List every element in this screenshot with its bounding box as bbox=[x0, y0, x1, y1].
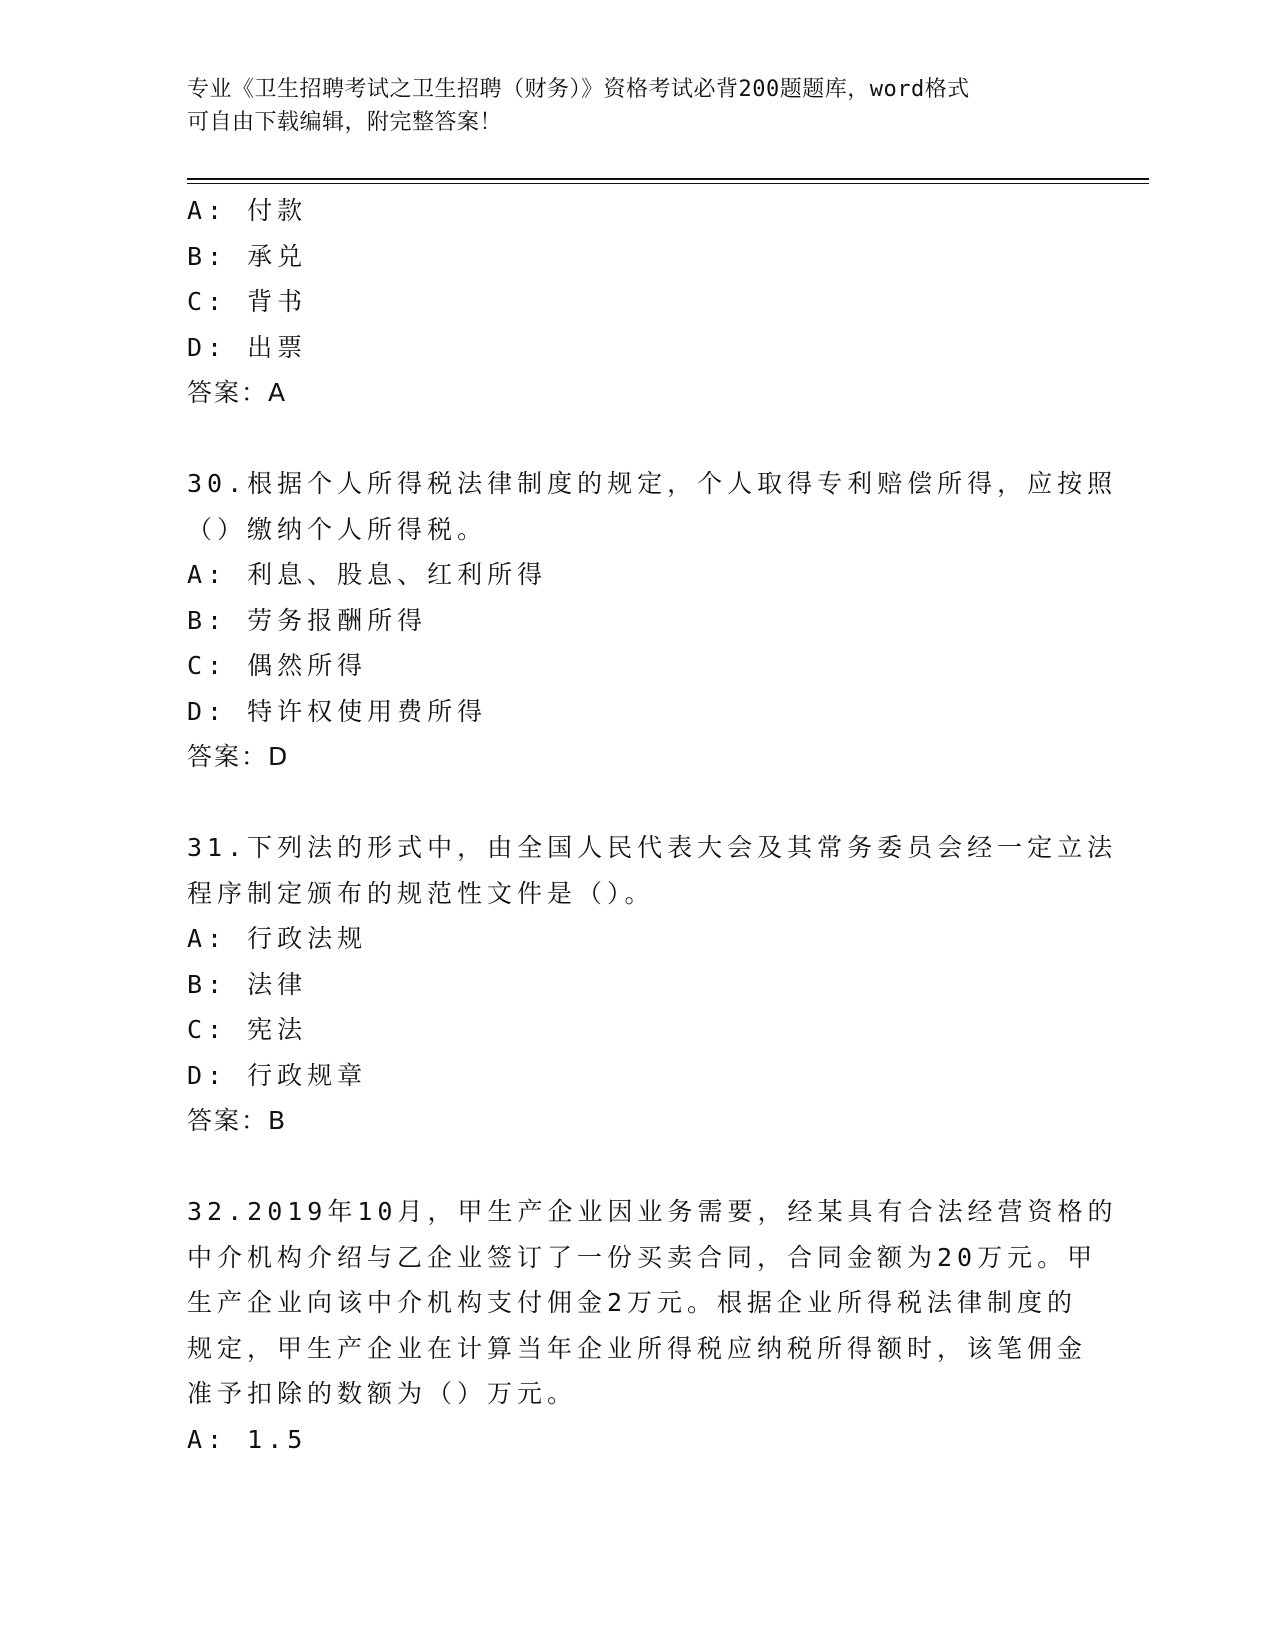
answer-line: 答案：A bbox=[187, 378, 288, 407]
document-header bbox=[187, 73, 1067, 139]
question-text-line: 31.下列法的形式中，由全国人民代表大会及其常务委员会经一定立法 bbox=[187, 833, 1118, 862]
header-rule-thin bbox=[187, 183, 1149, 184]
question-text-line: 中介机构介绍与乙企业签订了一份买卖合同，合同金额为20万元。甲 bbox=[187, 1242, 1098, 1272]
question-content bbox=[187, 188, 1118, 1462]
header-line-2: 可自由下载编辑，附完整答案！ bbox=[187, 110, 503, 135]
option-a: A: 利息、股息、红利所得 bbox=[187, 560, 548, 589]
answer-line: 答案：B bbox=[187, 1106, 288, 1135]
header-rule-thick bbox=[187, 178, 1149, 180]
answer-line: 答案：D bbox=[187, 742, 290, 771]
option-c: C: 宪法 bbox=[187, 1015, 308, 1044]
option-a: A: 1.5 bbox=[187, 1424, 308, 1454]
question-text-line: （）缴纳个人所得税。 bbox=[187, 514, 488, 544]
question-29 bbox=[187, 188, 1087, 416]
header-line-1: 专业《卫生招聘考试之卫生招聘（财务）》资格考试必背200题题库，word格式 bbox=[187, 77, 970, 102]
option-d: D: 特许权使用费所得 bbox=[187, 696, 488, 726]
question-text-line: 30.根据个人所得税法律制度的规定，个人取得专利赔偿所得，应按照 bbox=[187, 469, 1118, 498]
option-d: D: 行政规章 bbox=[187, 1060, 368, 1090]
option-a: A: 行政法规 bbox=[187, 924, 368, 953]
question-32 bbox=[187, 1189, 1118, 1462]
question-text-line: 生产企业向该中介机构支付佣金2万元。根据企业所得税法律制度的 bbox=[187, 1288, 1078, 1317]
question-30 bbox=[187, 461, 1118, 780]
option-b: B: 劳务报酬所得 bbox=[187, 605, 428, 635]
spacer bbox=[187, 780, 1087, 826]
question-text-line: 32.2019年10月，甲生产企业因业务需要，经某具有合法经营资格的 bbox=[187, 1197, 1118, 1226]
question-text-line: 准予扣除的数额为（）万元。 bbox=[187, 1379, 578, 1408]
spacer bbox=[187, 1144, 1087, 1190]
question-text-line: 规定，甲生产企业在计算当年企业所得税应纳税所得额时，该笔佣金 bbox=[187, 1333, 1088, 1363]
question-31 bbox=[187, 825, 1118, 1144]
option-d: D: 出票 bbox=[187, 332, 308, 362]
option-a: A: 付款 bbox=[187, 196, 308, 225]
question-text-line: 程序制定颁布的规范性文件是（）。 bbox=[187, 878, 655, 908]
option-b: B: 法律 bbox=[187, 969, 308, 999]
spacer bbox=[187, 416, 1087, 462]
option-b: B: 承兑 bbox=[187, 241, 308, 271]
option-c: C: 偶然所得 bbox=[187, 651, 368, 680]
option-c: C: 背书 bbox=[187, 287, 308, 316]
